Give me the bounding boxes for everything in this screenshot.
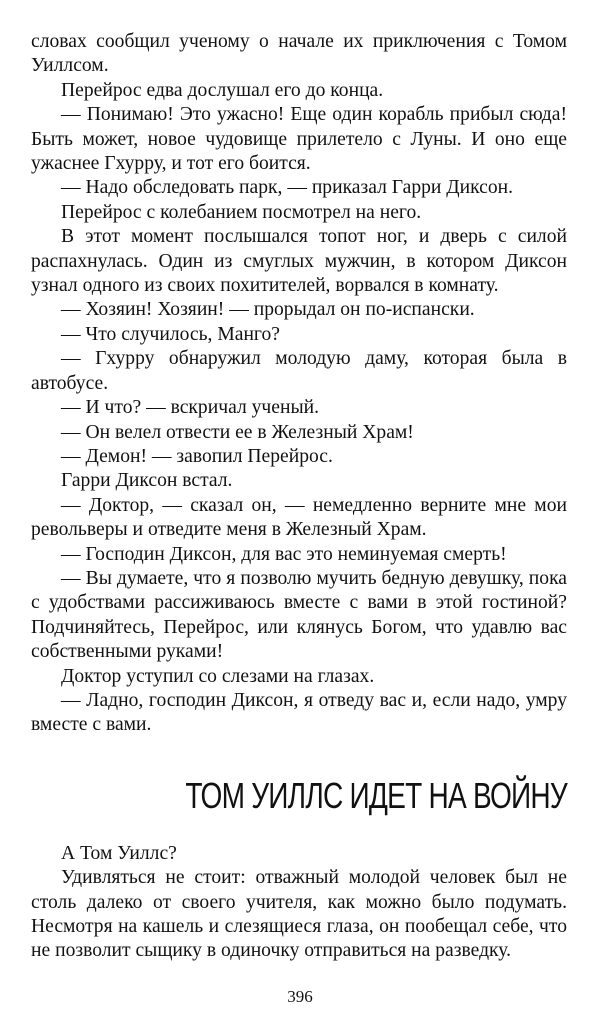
paragraph: — И что? — вскричал ученый. xyxy=(61,397,320,419)
paragraph: — Надо обследовать парк, — приказал Гарри Диксон. xyxy=(61,177,514,199)
paragraph: Гарри Диксон встал. xyxy=(61,470,233,492)
paragraph: — Вы думаете, что я позволю мучить бедную девушку, пока с удобствами рассиживаюсь вместе с вами в этой гостиной? Подчиняйтесь, Перейрос, или клянусь Богом, что удавлю вас собственными руками! xyxy=(31,567,567,663)
chapter-title: ТОМ УИЛЛС ИДЕТ НА ВОЙНУ xyxy=(185,774,567,816)
paragraph: — Доктор, — сказал он, — немедленно верните мне мои револьверы и отведите меня в Железный Храм. xyxy=(31,494,567,541)
paragraph: Перейрос с колебанием посмотрел на него. xyxy=(61,201,422,223)
paragraph: — Что случилось, Манго? xyxy=(61,323,280,345)
text-block-1 xyxy=(31,30,567,738)
paragraph: — Гхурру обнаружил молодую даму, которая была в автобусе. xyxy=(31,348,567,394)
paragraph: В этот момент послышался топот ног, и дверь с силой распахнулась. Один из смуглых мужчин, в котором Диксон узнал одного из своих похитителей, ворвался в комнату. xyxy=(31,226,567,297)
page-body xyxy=(31,30,567,964)
paragraph: словах сообщил ученому о начале их приключения с Томом Уиллсом. xyxy=(31,31,567,77)
paragraph: — Понимаю! Это ужасно! Еще один корабль прибыл сюда! Быть может, новое чудовище прилетело с Луны. И оно еще ужаснее Гхурру, и тот его боится. xyxy=(31,104,567,175)
paragraph: Перейрос едва дослушал его до конца. xyxy=(61,79,384,101)
paragraph: Удивляться не стоит: отважный молодой человек был не столь далеко от своего учителя, как можно было подумать. Несмотря на кашель и слезящиеся глаза, он пообещал себе, что не позволит сыщику в одиночку отправиться на разведку. xyxy=(31,867,567,962)
paragraph: — Демон! — завопил Перейрос. xyxy=(61,445,333,467)
paragraph: — Хозяин! Хозяин! — прорыдал он по-испански. xyxy=(61,299,475,321)
page-number: 396 xyxy=(287,987,313,1006)
paragraph: — Он велел отвести ее в Железный Храм! xyxy=(61,421,414,443)
paragraph: А Том Уиллс? xyxy=(61,842,177,864)
paragraph: — Ладно, господин Диксон, я отведу вас и, если надо, умру вместе с вами. xyxy=(31,689,567,736)
paragraph: — Господин Диксон, для вас это неминуемая смерть! xyxy=(61,543,507,565)
text-block-2 xyxy=(31,842,567,964)
paragraph: Доктор уступил со слезами на глазах. xyxy=(61,665,375,687)
